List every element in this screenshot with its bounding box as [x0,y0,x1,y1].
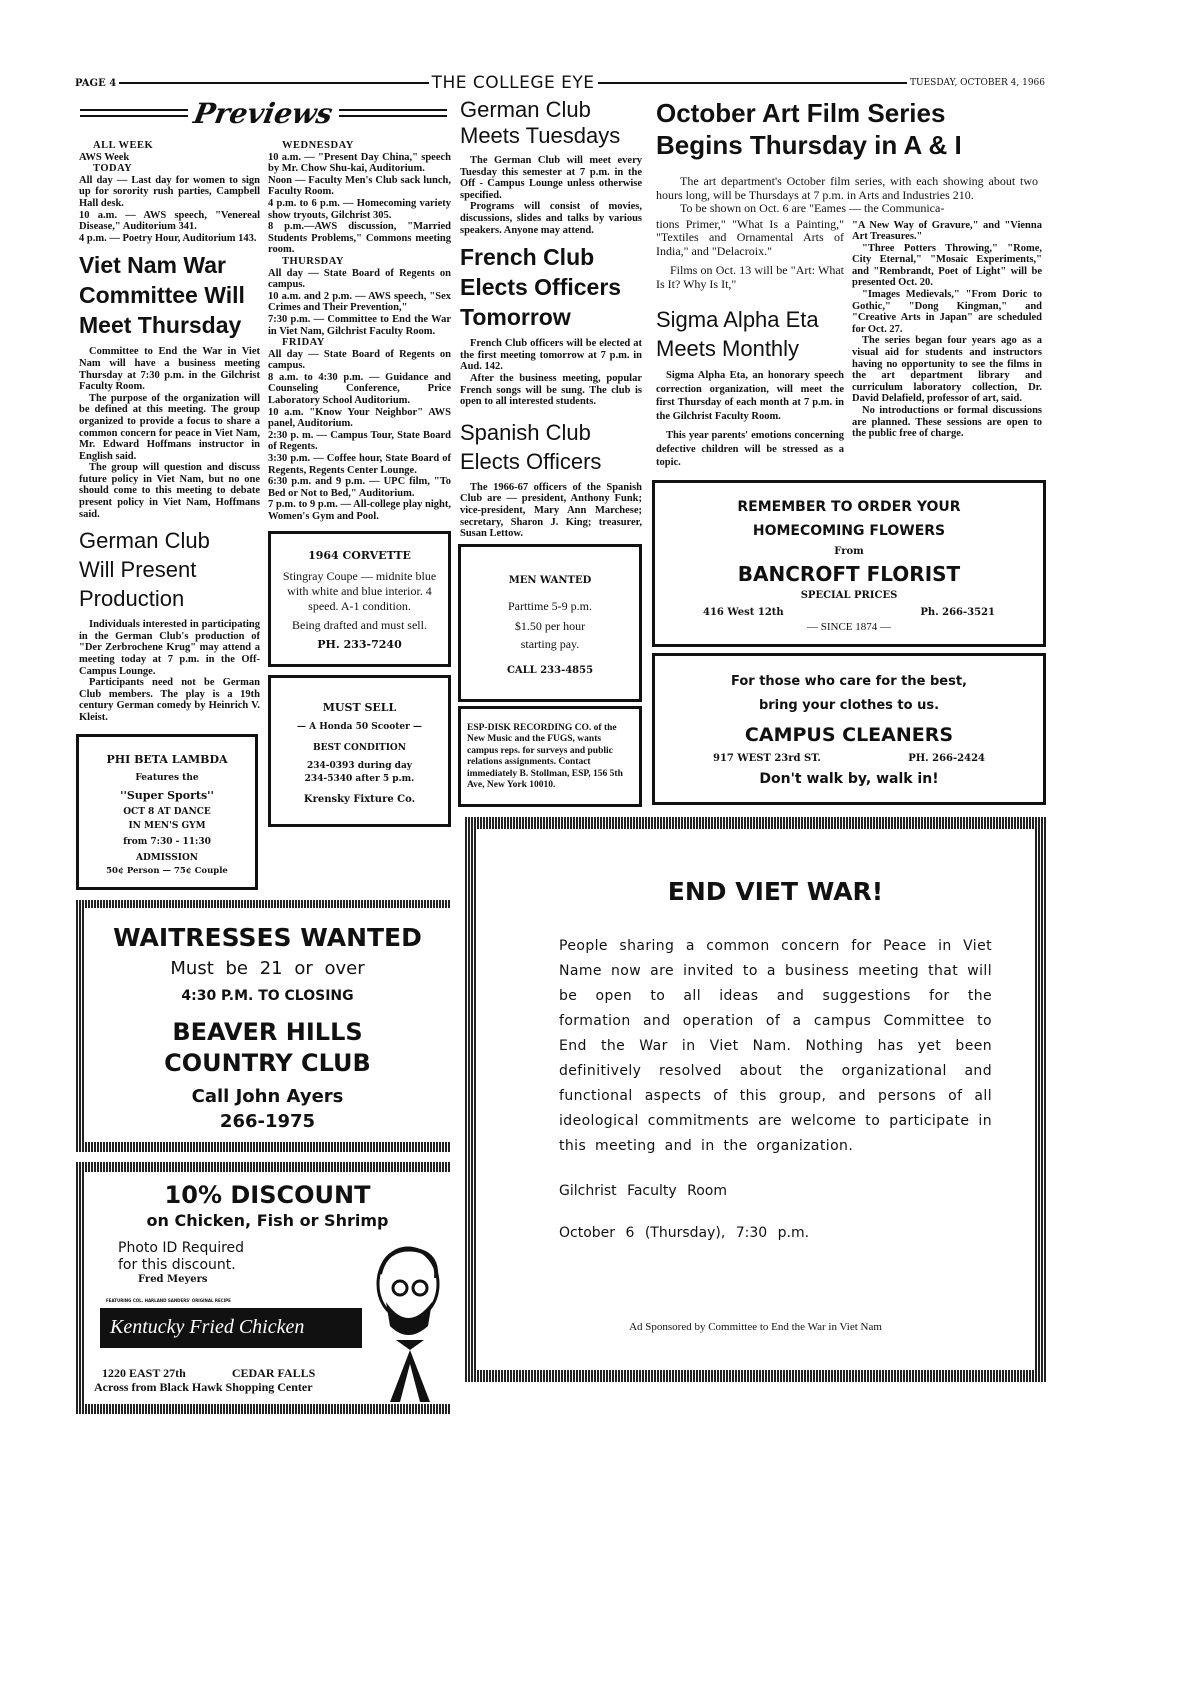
paragraph: No introductions or formal discussions are planned. These sessions are open to the public free of charge. [852,405,1042,440]
sigma-headline [656,305,844,363]
headline-line: Viet Nam War [79,252,226,279]
ad-line: Parttime 5-9 p.m. [508,598,592,613]
ad-line: from 7:30 - 11:30 [123,836,211,847]
ad-title: END VIET WAR! [667,876,884,906]
german-play-body [79,619,260,723]
paragraph: Programs will consist of movies, discussions, slides and talks by various speakers. Anyone may attend. [460,201,642,236]
paragraph: Participants need not be German Club members. The play is a 19th century German comedy by Heinrich V. Kleist. [79,677,260,723]
ad-phone: CALL 233-4855 [506,664,594,676]
paragraph: French Club officers will be elected at the first meeting tomorrow at 7 p.m. in Aud. 142. [460,338,642,373]
event-item: 7 p.m. to 9 p.m. — All-college play night, Women's Gym and Pool. [268,499,451,522]
ad-line: Must be 21 or over [170,957,365,979]
event-item: All day — State Board of Regents on campus. [268,267,451,291]
ad-city: CEDAR FALLS [231,1365,316,1380]
ad-title: MEN WANTED [508,574,592,586]
event-item: 4 p.m. to 6 p.m. — Homecoming variety show tryouts, Gilchrist 305. [268,197,451,221]
ad-line: 50¢ Person — 75¢ Couple [106,865,228,876]
spanish-club-headline [458,418,642,476]
paragraph: Sigma Alpha Eta, an honorary speech correction organization, will meet the first Thursday of each month at 7 p.m. in the Gilchrist Faculty Room. [656,370,844,422]
headline-line: Spanish Club [460,419,591,445]
right-columns [458,97,1046,807]
event-item: 10 a.m. — "Present Day China," speech by Mr. Chow Shu-kai, Auditorium. [268,151,451,175]
ad-line: Call John Ayers [191,1085,344,1107]
masthead: THE COLLEGE EYE [431,73,595,93]
event-item: 3:30 p.m. — Coffee hour, State Board of Regents, Regents Center Lounge. [268,453,451,476]
column-4 [652,97,1046,805]
ad-fineprint: FEATURING COL. HARLAND SANDERS' ORIGINAL RECIPE [106,1297,231,1303]
german-club-headline [458,97,642,149]
page-number: PAGE 4 [75,77,117,89]
paragraph: To be shown on Oct. 6 are "Eames — the Communica- [680,201,945,215]
event-item: 8 a.m. to 4:30 p.m. — Guidance and Counseling Conference, Price Laboratory School Auditorium. [268,371,451,407]
column-3 [458,97,642,807]
kfc-brand: Kentucky Fried Chicken [110,1316,305,1339]
headline-line: German Club [79,528,210,554]
headline-line: French Club [460,244,595,271]
headline-line: Sigma Alpha Eta [656,307,819,332]
ad-location: Gilchrist Faculty Room [559,1182,727,1199]
art-film-left-column [656,218,844,470]
ad-phone: 266-1975 [219,1110,316,1132]
ad-line: BEAVER HILLS [172,1017,363,1046]
ad-line: From [834,545,864,557]
corvette-ad [268,531,451,667]
ad-line: Stingray Coupe — midnite blue with white and blue interior. 4 speed. A-1 condition. [282,568,437,613]
paragraph: The German Club will meet every Tuesday this semester at 7 p.m. in the Off - Campus Lounge unless otherwise specified. [460,155,642,201]
bancroft-florist-ad [652,480,1046,648]
headline-line: October Art Film Series [656,98,946,128]
event-item: 10 a.m. and 2 p.m. — AWS speech, "Sex Crimes and Their Prevention," [268,290,451,314]
ad-line: HOMECOMING FLOWERS [752,522,946,539]
campus-cleaners-ad [652,653,1046,805]
previews-week [268,140,451,523]
ad-line: — SINCE 1874 — [806,620,892,633]
ad-title: WAITRESSES WANTED [113,922,422,952]
day-label: ALL WEEK [93,140,154,151]
event-item: 7:30 p.m. — Committee to End the War in Viet Nam, Gilchrist Faculty Room. [268,313,451,337]
ad-tagline: Don't walk by, walk in! [759,771,939,787]
art-film-lead [652,175,1046,216]
viet-nam-headline [79,250,260,340]
paragraph: "Images Medievals," "From Doric to Gothic," "Dong Kingman," and "Creative Arts in Japan" are scheduled for Oct. 27. [852,289,1042,335]
ad-line: OCT 8 AT DANCE [123,806,211,817]
left-columns [76,140,451,890]
paragraph: The group will question and discuss future policy in Viet Nam, but no one should come to this meeting to debate present policy in Viet Nam, Hoffmans said. [79,462,260,520]
art-film-subcolumns [652,218,1046,470]
art-film-right [852,218,1042,470]
day-label: THURSDAY [282,255,344,267]
ad-line: Features the [135,772,199,783]
paragraph: "A New Way of Gravure," and "Vienna Art Treasures." [852,219,1042,243]
headline-line: Meets Monthly [656,336,800,361]
page-header [75,74,1045,92]
headline-line: Begins Thursday in A & I [656,130,962,160]
event-item: All day — State Board of Regents on campus. [268,348,451,372]
german-club-body [458,155,642,236]
kfc-ad [76,1162,451,1414]
ad-line: Krensky Fixture Co. [303,793,416,805]
ad-line: 4:30 P.M. TO CLOSING [181,987,354,1004]
paragraph: tions Primer," "What Is a Painting," "Textiles and Ornamental Arts of India," and "Delacroix." [656,216,844,258]
day-label: FRIDAY [282,337,325,349]
paragraph: Films on Oct. 13 will be "Art: What Is It? Why Is It," [656,263,844,291]
day-label: TODAY [93,163,133,175]
right-region [458,97,1046,1382]
paragraph: Committee to End the War in Viet Nam will have a business meeting Thursday at 7:30 p.m. in the Gilchrist Faculty Room. [79,346,260,393]
paragraph: Individuals interested in participating in the German Club's production of "Der Zerbrochene Krug" may attend a meeting today at 7 p.m. in the Off-Campus Lounge. [79,619,260,677]
ad-address: 1220 EAST 27th [102,1365,186,1380]
ad-title: PHI BETA LAMBDA [106,752,228,766]
previews-today [79,140,260,244]
phi-beta-lambda-ad [76,734,258,890]
ad-line: REMEMBER TO ORDER YOUR [737,498,961,515]
ad-location: Across from Black Hawk Shopping Center [94,1379,313,1394]
previews-title: Previews [191,96,336,130]
headline-line: Elects Officers [460,274,622,301]
paragraph: The purpose of the organization will be defined at this meeting. The group organized to provide a focus to share a common concern for peace in Viet Nam, Mr. Edward Hoffmans instructor in English said. [79,392,260,462]
headline-line: Meets Tuesdays [460,123,621,148]
waitresses-ad [76,900,451,1152]
paragraph: "Three Potters Throwing," "Rome, City Eternal," "Mosaic Experiments," and "Rembrandt, Poet of Light" will be presented Oct. 20. [852,242,1042,289]
event-item: 4 p.m. — Poetry Hour, Auditorium 143. [79,232,257,244]
paragraph: After the business meeting, popular French songs will be sung. The club is open to all interested students. [460,372,642,408]
ad-line: for this discount. [118,1256,236,1273]
ad-line: ADMISSION [135,852,199,863]
event-item: 10 a.m. — AWS speech, "Venereal Disease," Auditorium 341. [79,209,260,233]
ad-address: 917 WEST 23rd ST. [713,753,821,764]
event-item: All day — Last day for women to sign up for sorority rush parties, Campbell Hall desk. [79,174,260,209]
header-rule [598,82,907,84]
colonel-sanders-icon [366,1244,446,1404]
ad-line: For those who care for the best, [730,674,967,689]
headline-line: Tomorrow [460,304,571,331]
esp-disk-ad [458,706,642,807]
ad-line: on Chicken, Fish or Shrimp [146,1210,389,1230]
paragraph: The art department's October film series, with each showing about two hours long, will be Thursdays at 7 p.m. in Arts and Industries 210. [656,174,1038,202]
ad-line: SPECIAL PRICES [800,589,898,601]
ad-phone: PH. 233-7240 [317,637,402,651]
day-label: WEDNESDAY [282,140,354,151]
header-rule [119,82,428,84]
ad-title: 1964 CORVETTE [308,548,411,562]
viet-nam-body [79,346,260,520]
ad-title: BANCROFT FLORIST [737,561,961,586]
french-club-headline [458,242,642,332]
end-war-ad [465,817,1046,1383]
column-2 [268,140,451,827]
ad-title: 10% DISCOUNT [164,1180,371,1209]
headline-line: Elects Officers [460,448,602,474]
event-item: Noon — Faculty Men's Club sack lunch, Faculty Room. [268,174,451,198]
paragraph: The 1966-67 officers of the Spanish Club are — president, Anthony Funk; vice-president, Mary Ann Marchese; secretary, Sharon J. King; treasurer, Susan Lettow. [460,481,642,540]
ad-phone: Ph. 266-3521 [920,606,995,618]
paragraph: The series began four years ago as a visual aid for students and instructors having no opportunity to see the films in the art department library and curriculum laboratory collection, Dr. David Delafield, professor of art, said. [852,335,1042,405]
ad-sponsor: Ad Sponsored by Committee to End the War in Viet Nam [629,1320,882,1333]
ad-line: Being drafted and must sell. [292,617,427,632]
event-item: 2:30 p. m. — Campus Tour, State Board of Regents. [268,429,451,453]
ad-line: 234-0393 during day [306,760,413,771]
ad-text: ESP-DISK RECORDING CO. of the New Music and the FUGS, wants campus reps. for surveys and public relations assignments. Contact immediately B. Stollman, ESP, 156 5th Ave, New York 10010. [467,722,623,791]
ad-line: bring your clothes to us. [758,698,940,713]
event-item: 6:30 p.m. and 9 p.m. — UPC film, "To Bed or Not to Bed," Auditorium. [268,476,451,499]
paragraph: This year parents' emotions concerning defective children will be stressed as a topic. [656,430,844,468]
men-wanted-ad [458,544,642,702]
ad-line: — A Honda 50 Scooter — [297,721,422,732]
art-film-headline [652,97,1046,161]
spanish-club-body [458,482,642,540]
headline-line: Will Present [79,557,197,583]
ad-title: CAMPUS CLEANERS [744,724,954,746]
ad-line: 234-5340 after 5 p.m. [304,773,415,784]
art-film-left [656,218,844,292]
headline-line: Committee Will [79,282,245,309]
event-item: 8 p.m.—AWS discussion, "Married Students Problems," Commons meeting room. [268,221,451,256]
ad-line: Photo ID Required [118,1239,245,1256]
ad-line: $1.50 per hour [514,618,586,633]
ad-phone: PH. 266-2424 [908,753,985,764]
headline-line: Meet Thursday [79,312,242,339]
french-club-body [458,338,642,408]
ad-text: People sharing a common concern for Peace in Viet Name now are invited to a business meeting that will be open to all ideas and suggestions for the formation and operation of a campus Committee to End the War in Viet Nam. Nothing has yet been definitively resolved about the organizational and functional aspects of this group, and persons of all ideological commitments are welcome to participate in this meeting and in the organization. [559,937,992,1154]
headline-line: Production [79,586,185,612]
ad-time: October 6 (Thursday), 7:30 p.m. [559,1224,810,1241]
ad-address: 416 West 12th [703,606,784,618]
issue-date: TUESDAY, OCTOBER 4, 1966 [910,78,1045,88]
ad-title: MUST SELL [322,700,397,714]
german-play-headline [79,526,260,613]
kfc-logo-banner [100,1308,362,1348]
ad-line: ''Super Sports'' [120,788,214,802]
event-item: AWS Week [79,151,130,163]
ad-line: IN MEN'S GYM [128,820,206,831]
ad-line: starting pay. [520,636,580,651]
event-item: 10 a.m. "Know Your Neighbor" AWS panel, Auditorium. [268,406,451,430]
sigma-body [656,369,844,470]
previews-banner [76,96,451,130]
column-1 [76,140,260,890]
ad-line: BEST CONDITION [312,742,406,753]
ad-owner: Fred Meyers [138,1273,208,1285]
must-sell-ad [268,675,451,827]
headline-line: German Club [460,97,591,122]
ad-line: COUNTRY CLUB [164,1048,371,1077]
left-region [76,96,451,1414]
